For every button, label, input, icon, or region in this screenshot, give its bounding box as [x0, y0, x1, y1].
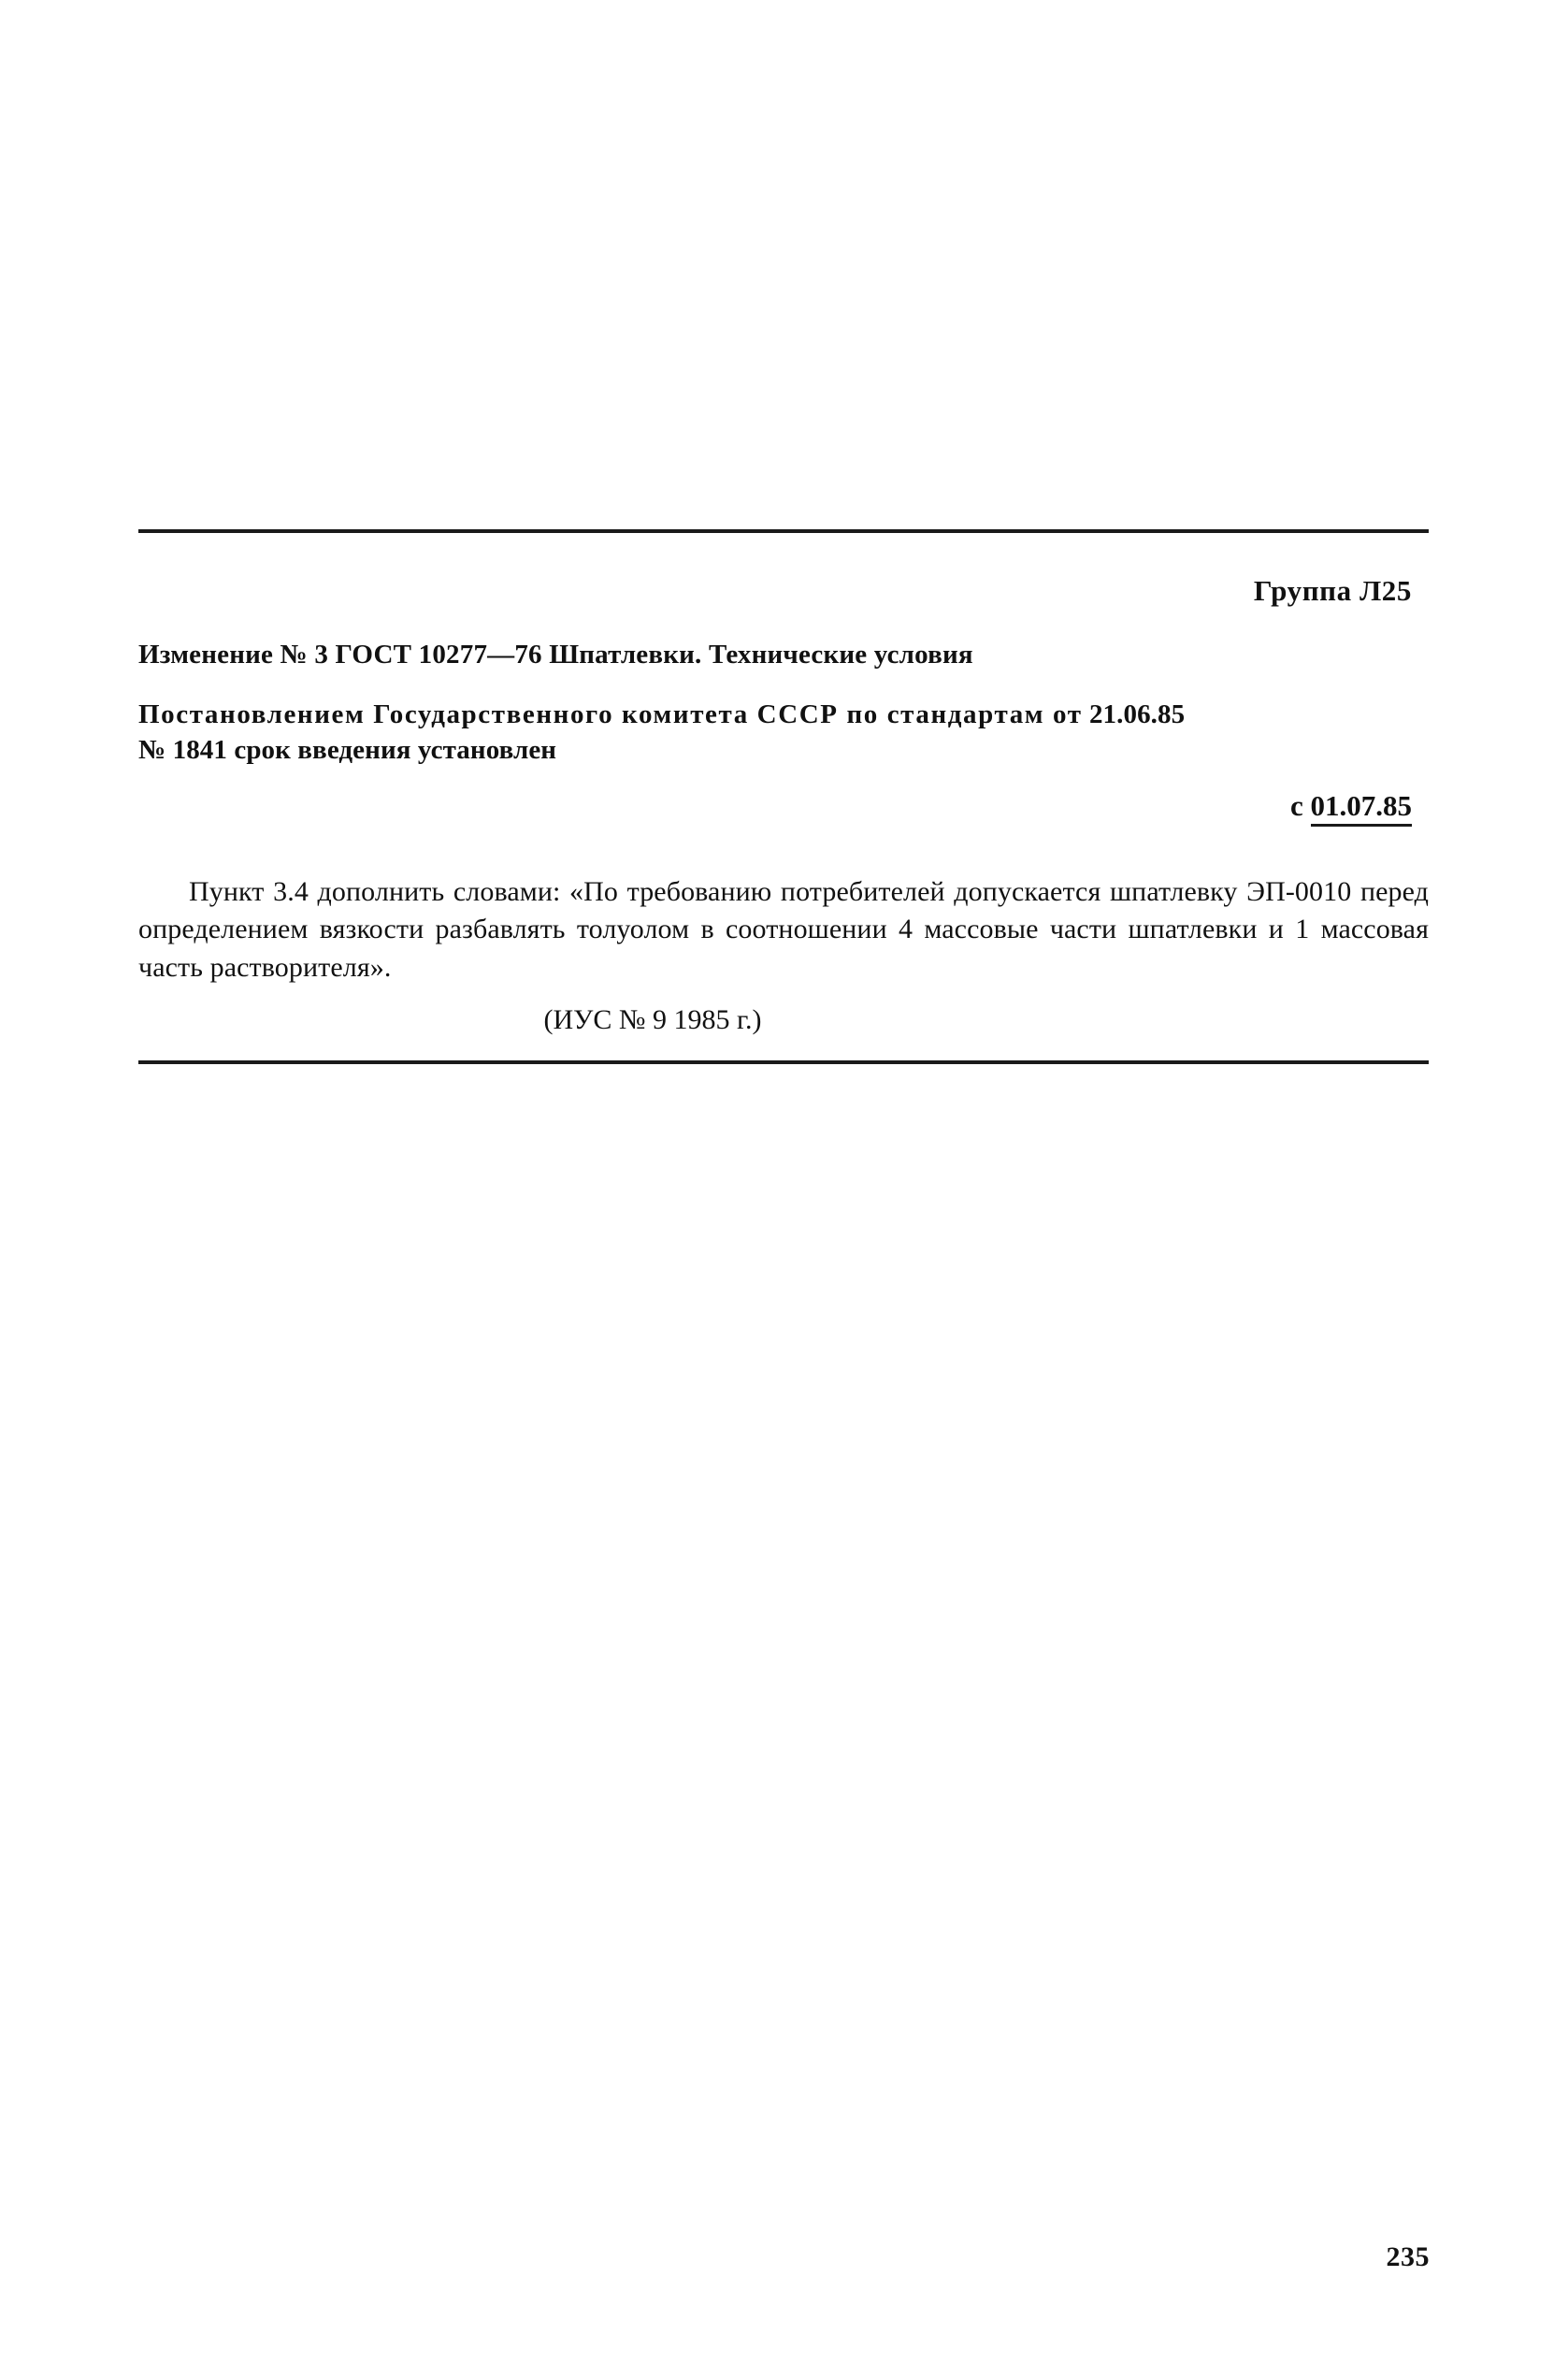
decree-paragraph: [138, 697, 1429, 769]
page-title: Изменение № 3 ГОСТ 10277—76 Шпатлевки. Технические условия: [138, 640, 973, 670]
amendment-paragraph: Пункт 3.4 дополнить словами: «По требованию потребителей допускается шпатлевку ЭП-0010 перед определением вязкости разбавлять толуолом в соотношении 4 массовые части шпатлевки и 1 массовая часть растворителя».: [138, 875, 1429, 984]
decree-text-part1: Постановлением Государственного комитета СССР по стандартам от: [138, 699, 1083, 729]
source-note: (ИУС № 9 1985 г.): [543, 1003, 762, 1035]
effective-prefix: с: [1289, 788, 1303, 822]
decree-date: 21.06.85: [1088, 699, 1186, 729]
effective-date-line: [138, 789, 1429, 823]
group-label: Группа Л25: [1253, 574, 1412, 607]
effective-date: 01.07.85: [1311, 789, 1413, 827]
top-divider: [138, 529, 1429, 533]
document-content: [138, 529, 1429, 1064]
decree-text-part2: № 1841 срок введения установлен: [138, 735, 557, 766]
bottom-divider: [138, 1060, 1429, 1064]
page-number: 235: [1386, 2241, 1430, 2272]
